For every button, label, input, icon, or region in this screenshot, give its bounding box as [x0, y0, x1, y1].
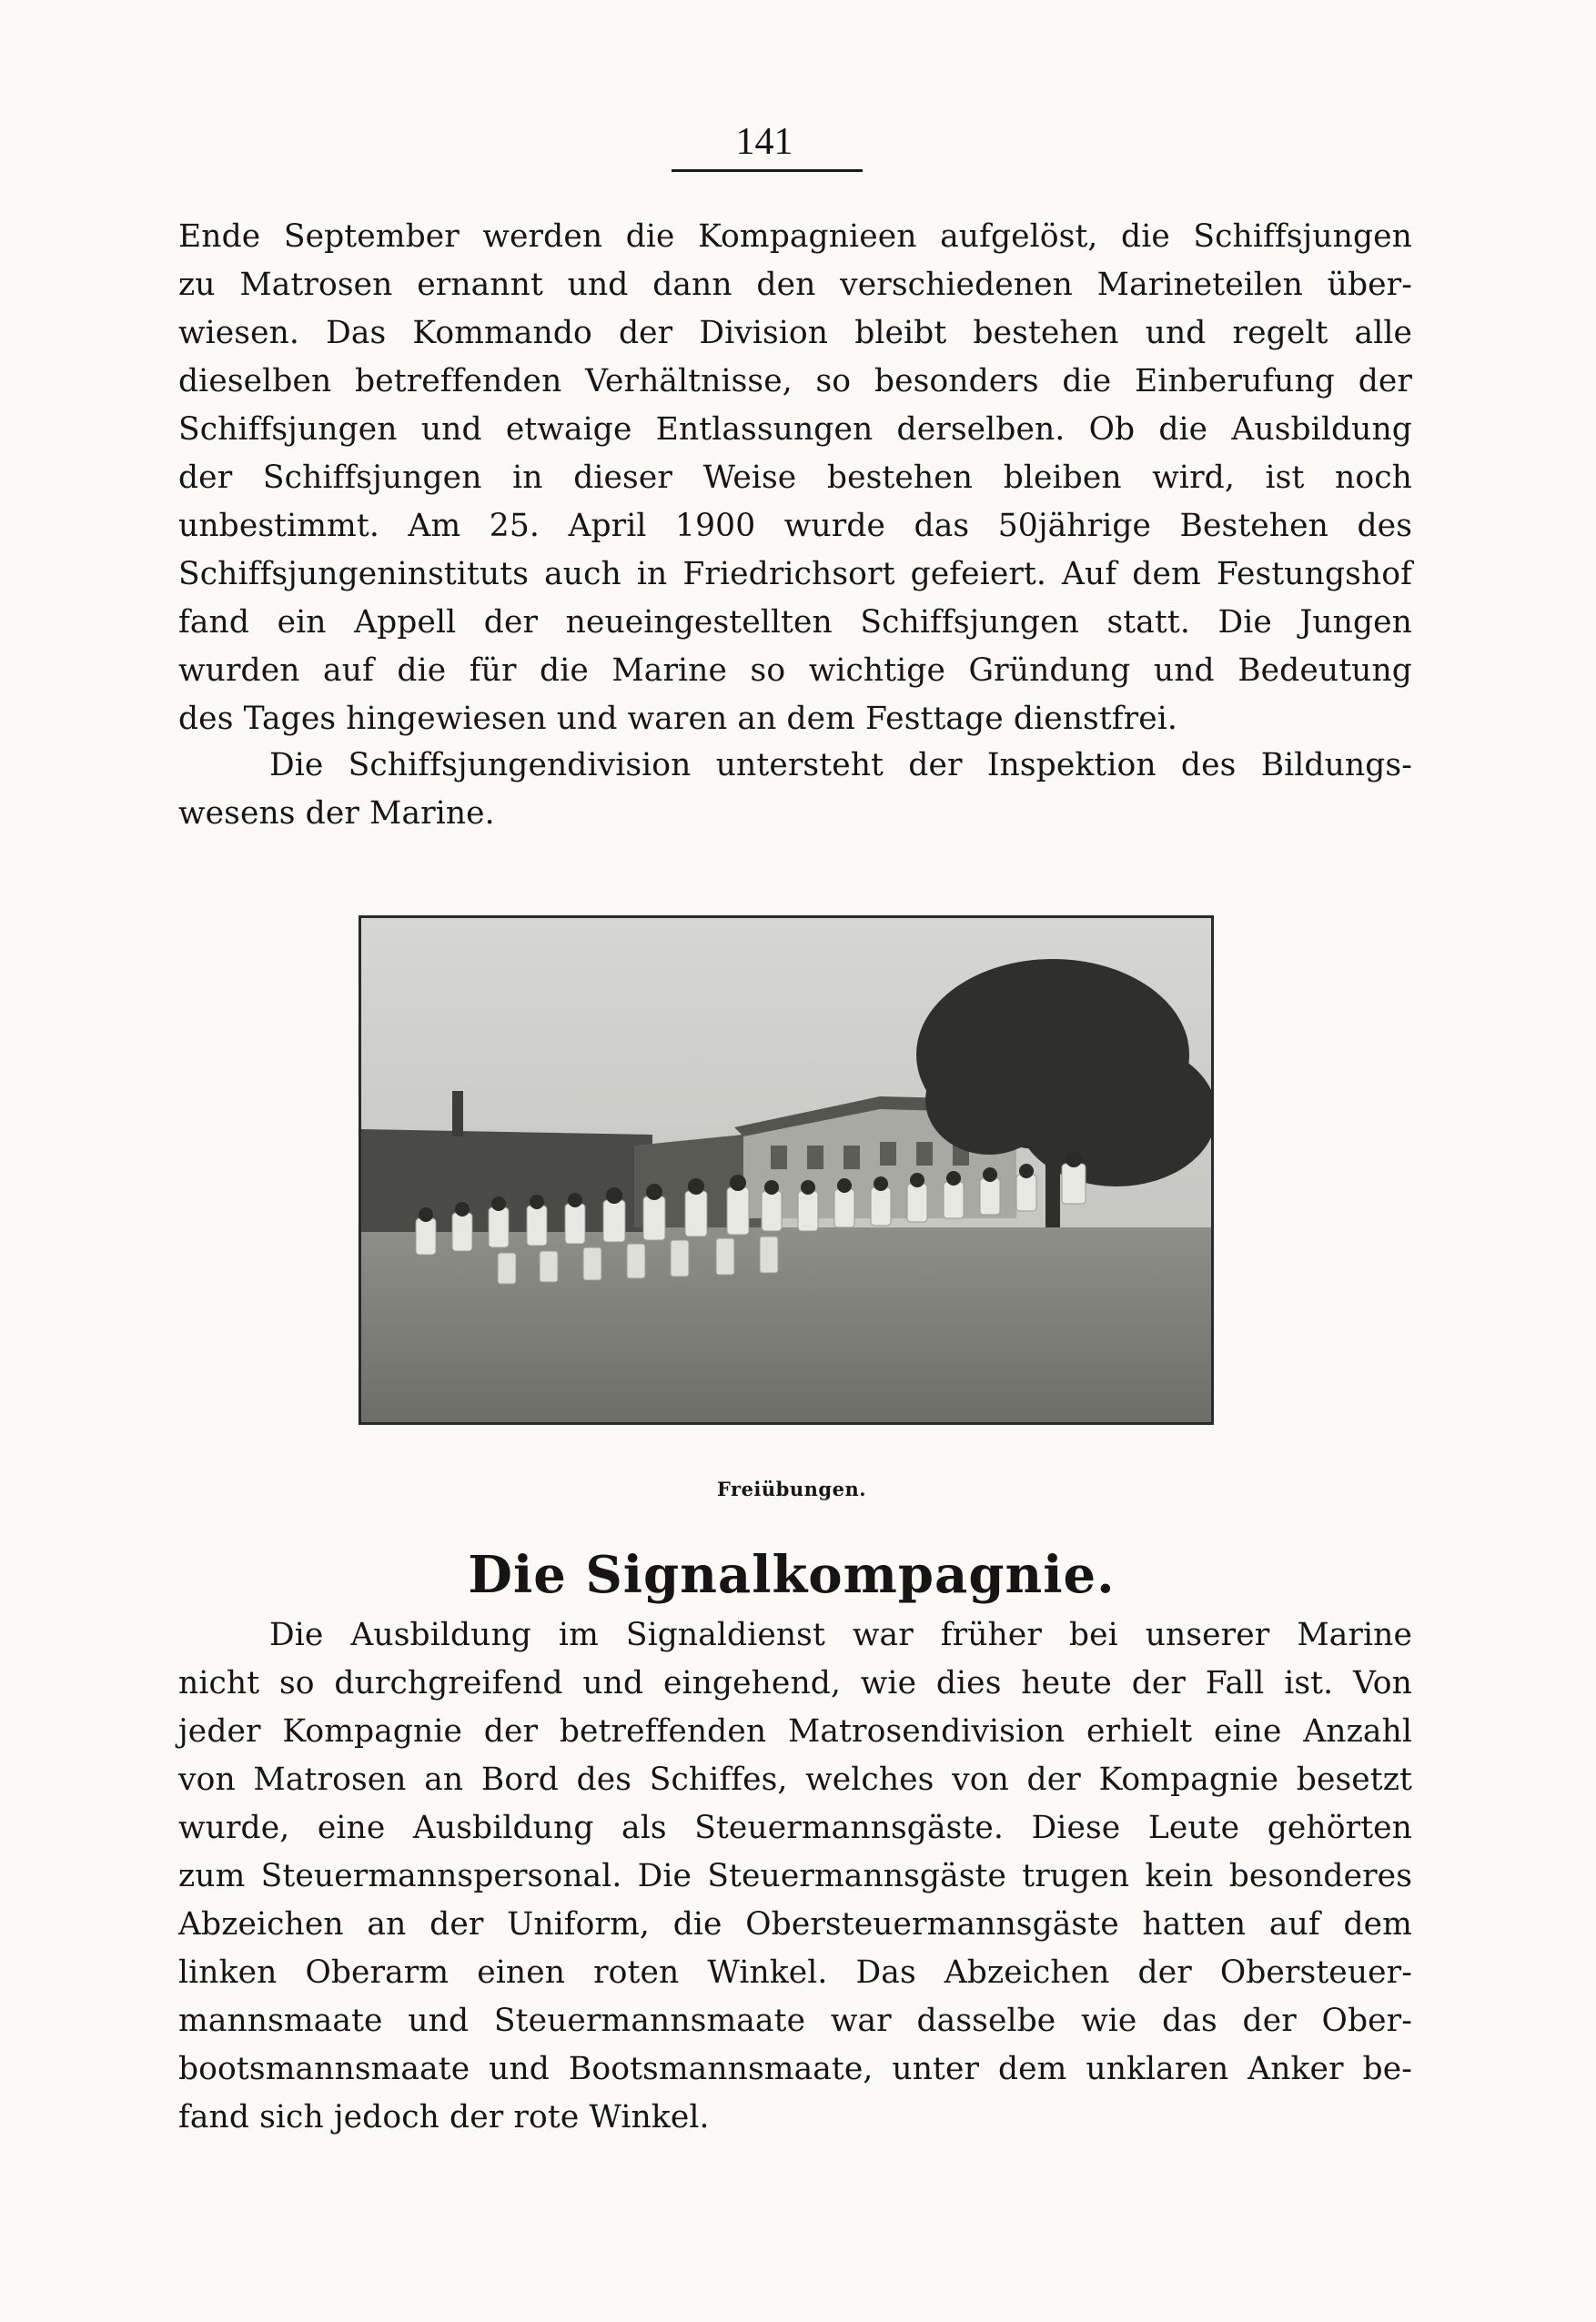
- text-line: Ende September werden die Kompagnieen aufgelöst, die Schiffsjungen: [178, 218, 1412, 255]
- text-line: der Schiffsjungen in dieser Weise bestehen bleiben wird, ist noch: [178, 459, 1412, 496]
- text-line: nicht so durchgreifend und eingehend, wie dies heute der Fall ist. Von: [178, 1665, 1412, 1701]
- text-line: wesens der Marine.: [178, 795, 495, 832]
- text-line: des Tages hingewiesen und waren an dem Festtage dienstfrei.: [178, 701, 1177, 737]
- text-line: jeder Kompagnie der betreffenden Matrosendivision erhielt eine Anzahl: [178, 1713, 1412, 1750]
- text-line: von Matrosen an Bord des Schiffes, welches von der Kompagnie besetzt: [178, 1762, 1412, 1798]
- text-line: Schiffsjungeninstituts auch in Friedrichsort gefeiert. Auf dem Festungshof: [178, 556, 1412, 592]
- paragraph-school-division: [178, 213, 1412, 743]
- text-line: wurden auf die für die Marine so wichtige Gründung und Bedeutung: [178, 652, 1412, 689]
- text-line: Die Ausbildung im Signaldienst war früher bei unserer Marine: [269, 1617, 1412, 1653]
- text-line: wiesen. Das Kommando der Division bleibt bestehen und regelt alle: [178, 315, 1412, 351]
- text-line: mannsmaate und Steuermannsmaate war dasselbe wie das der Ober-: [178, 2003, 1412, 2039]
- figure-caption: Freiübungen.: [716, 1478, 867, 1500]
- text-line: unbestimmt. Am 25. April 1900 wurde das 50jährige Bestehen des: [178, 508, 1412, 544]
- text-line: zum Steuermannspersonal. Die Steuermannsgäste trugen kein besonderes: [178, 1858, 1412, 1894]
- text-line: dieselben betreffenden Verhältnisse, so besonders die Einberufung der: [178, 363, 1412, 399]
- text-line: wurde, eine Ausbildung als Steuermannsgäste. Diese Leute gehörten: [178, 1810, 1412, 1846]
- text-line: linken Oberarm einen roten Winkel. Das Abzeichen der Obersteuer-: [178, 1954, 1412, 1991]
- text-line: bootsmannsmaate und Bootsmannsmaate, unter dem unklaren Anker be-: [178, 2051, 1412, 2087]
- section-heading: Die Signalkompagnie.: [468, 1545, 1116, 1605]
- text-line: fand ein Appell der neueingestellten Schiffsjungen statt. Die Jungen: [178, 604, 1412, 641]
- text-line: Die Schiffsjungendivision untersteht der Inspektion des Bildungs-: [269, 747, 1412, 783]
- paragraph-signal-company: [178, 1611, 1412, 2142]
- text-line: zu Matrosen ernannt und dann den verschiedenen Marineteilen über-: [178, 267, 1412, 303]
- photograph-gymnastics: [359, 915, 1214, 1425]
- page-number-rule: [672, 169, 863, 172]
- photograph-drawing: [361, 918, 1211, 1422]
- text-line: Schiffsjungen und etwaige Entlassungen derselben. Ob die Ausbildung: [178, 411, 1412, 448]
- paragraph-inspection: [178, 742, 1412, 838]
- page-number: 141: [735, 121, 793, 163]
- text-line: Abzeichen an der Uniform, die Obersteuermannsgäste hatten auf dem: [178, 1906, 1412, 1943]
- text-line: fand sich jedoch der rote Winkel.: [178, 2099, 710, 2135]
